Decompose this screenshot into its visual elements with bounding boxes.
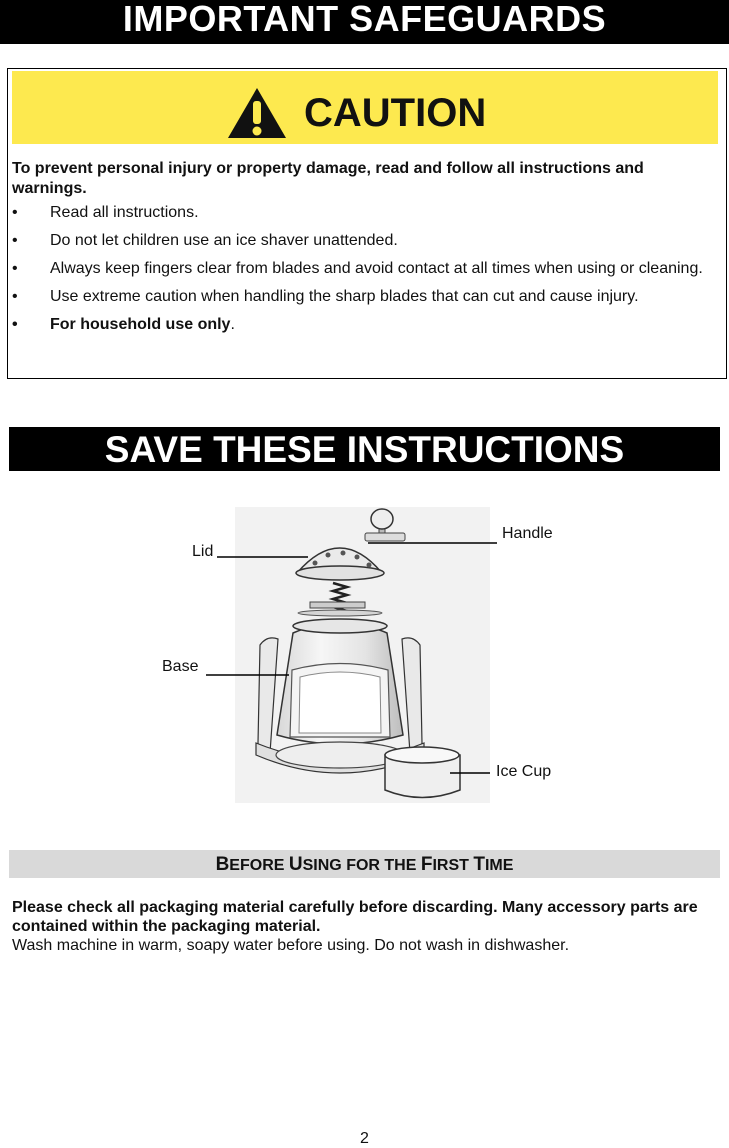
list-item: • Use extreme caution when handling the sharp blades that can cut and cause injury. [12, 288, 639, 305]
lid-label: Lid [192, 543, 214, 560]
before-using-heading: BEFORE USING FOR THE FIRST TIME [9, 850, 720, 878]
caution-intro: To prevent personal injury or property damage, read and follow all instructions and warnings. [12, 160, 644, 197]
list-item: • Always keep fingers clear from blades and avoid contact at all times when using or cleaning. [12, 260, 703, 277]
save-instructions-banner: SAVE THESE INSTRUCTIONS [9, 427, 720, 471]
page-number: 2 [360, 1130, 369, 1147]
packaging-warning: Please check all packaging material carefully before discarding. Many accessory parts are contained within the packaging material. [12, 899, 698, 935]
list-item: • Read all instructions. [12, 204, 199, 221]
base-label: Base [162, 658, 199, 675]
safeguard-list [12, 203, 724, 334]
ice-shaver-illustration [150, 505, 580, 805]
caution-box [7, 68, 727, 379]
warning-triangle-icon [226, 86, 288, 140]
list-item: • For household use only. [12, 316, 235, 333]
caution-banner [12, 71, 718, 144]
caution-label: CAUTION [304, 90, 487, 135]
before-using-text [12, 898, 712, 955]
page-title: IMPORTANT SAFEGUARDS [0, 0, 729, 44]
list-item: • Do not let children use an ice shaver unattended. [12, 232, 398, 249]
handle-label: Handle [502, 525, 553, 542]
ice-cup-label: Ice Cup [496, 763, 552, 780]
product-diagram [150, 505, 580, 805]
wash-instructions: Wash machine in warm, soapy water before using. Do not wash in dishwasher. [12, 937, 570, 954]
